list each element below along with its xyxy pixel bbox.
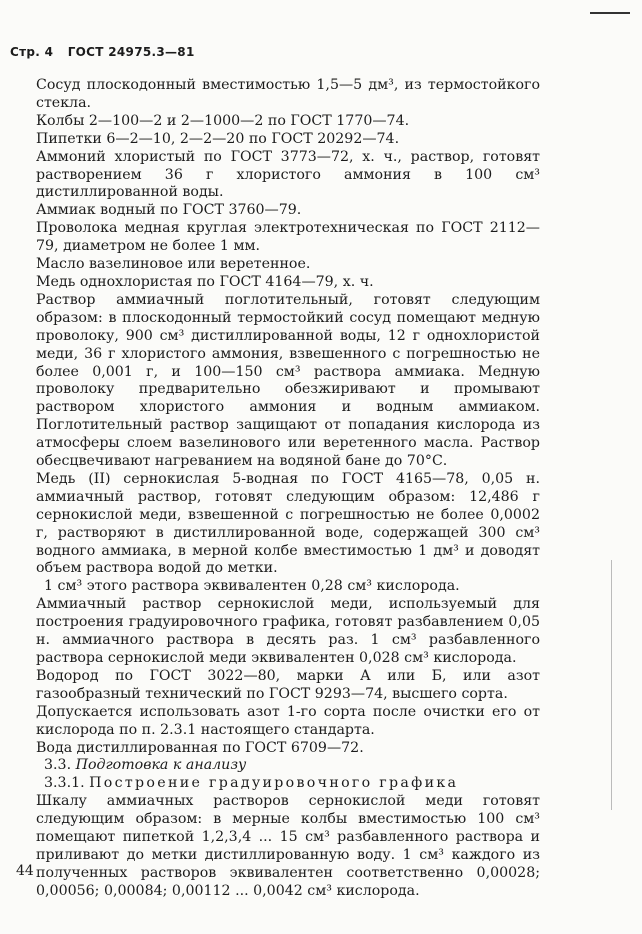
paragraph-copper-sulfate: Медь (II) сернокислая 5-водная по ГОСТ 4165—78, 0,05 н. аммиачный раствор, готовят следующим образом: 12,486 г сернокислой меди, взвешенной с погрешностью не более 0,0002 г, растворяют в дистиллированной воде, содержащей 300 см³ водного аммиака, в мерной колбе вместимостью 1 дм³ и доводят объем раствора водой до метки. [36,470,540,577]
paragraph-copper-chloride: Медь однохлористая по ГОСТ 4164—79, х. ч. [36,273,374,290]
paragraph-scale: Шкалу аммиачных растворов сернокислой меди готовят следующим образом: в мерные колбы вместимостью 100 см³ помещают пипеткой 1,2,3,4 ... 15 см³ разбавленного раствора и приливают до метки дистиллированную воду. 1 см³ каждого из полученных растворов эквивалентен соответственно 0,00028; 0,00056; 0,00084; 0,00112 ... 0,0042 см³ кислорода. [36,793,540,899]
subsection-heading [36,775,540,793]
page-number: 44 [16,863,34,879]
paragraph-nitrogen: Допускается использовать азот 1-го сорта после очистки его от кислорода по п. 2.3.1 настоящего стандарта. [36,703,540,738]
paragraph-pipettes: Пипетки 6—2—10, 2—2—20 по ГОСТ 20292—74. [36,130,400,147]
scan-mark [590,12,630,14]
paragraph-vessel: Сосуд плоскодонный вместимостью 1,5—5 дм³, из термостойкого стекла. [36,77,540,111]
paragraph-ammonia-solution: Аммиачный раствор сернокислой меди, используемый для построения градуировочного графика, готовят разбавлением 0,05 н. аммиачного раствора в десять раз. 1 см³ разбавленного раствора сернокислой меди эквивалентен 0,028 см³ кислорода. [36,596,540,666]
paragraph-copper-wire: Проволока медная круглая электротехническая по ГОСТ 2112—79, диаметром не более 1 мм. [36,220,540,255]
page-header [10,45,205,59]
paragraph-absorbing-solution: Раствор аммиачный поглотительный, готовят следующим образом: в плоскодонный термостойкий сосуд помещают медную проволоку, 900 см³ дистиллированной воды, 12 г однохлористой меди, 36 г хлористого аммония, взвешенного с погрешностью не более 0,001 г, и 100—150 см³ раствора аммиака. Медную проволоку предварительно обезжиривают и промывают раствором хлористого аммония и водным аммиаком. Поглотительный раствор защищают от попадания кислорода из атмосферы слоем вазелинового или веретенного масла. Раствор обесцвечивают нагреванием на водяной бане до 70°С. [36,291,540,470]
paragraph-ammonia: Аммиак водный по ГОСТ 3760—79. [36,202,302,219]
paragraph-oil: Масло вазелиновое или веретенное. [36,256,311,273]
body-text [36,77,540,901]
subsection-title: Построение градуировочного графика [89,775,459,792]
paragraph-ammonium-chloride: Аммоний хлористый по ГОСТ 3773—72, х. ч., раствор, готовят растворением 36 г хлористого аммония в 100 см³ дистиллированной воды. [36,148,540,201]
page-label: Стр. 4 [10,45,54,59]
paragraph-equivalence: 1 см³ этого раствора эквивалентен 0,28 см³ кислорода. [44,578,460,595]
section-number: 3.3. [44,757,72,774]
scan-line [611,560,612,810]
section-title: Подготовка к анализу [75,757,247,774]
subsection-number: 3.3.1. [44,775,85,792]
paragraph-water: Вода дистиллированная по ГОСТ 6709—72. [36,739,364,756]
standard-code: ГОСТ 24975.3—81 [67,45,195,59]
paragraph-hydrogen: Водород по ГОСТ 3022—80, марки А или Б, или азот газообразный технический по ГОСТ 9293—74, высшего сорта. [36,667,540,702]
paragraph-flasks: Колбы 2—100—2 и 2—1000—2 по ГОСТ 1770—74. [36,112,410,129]
section-heading [36,757,540,775]
